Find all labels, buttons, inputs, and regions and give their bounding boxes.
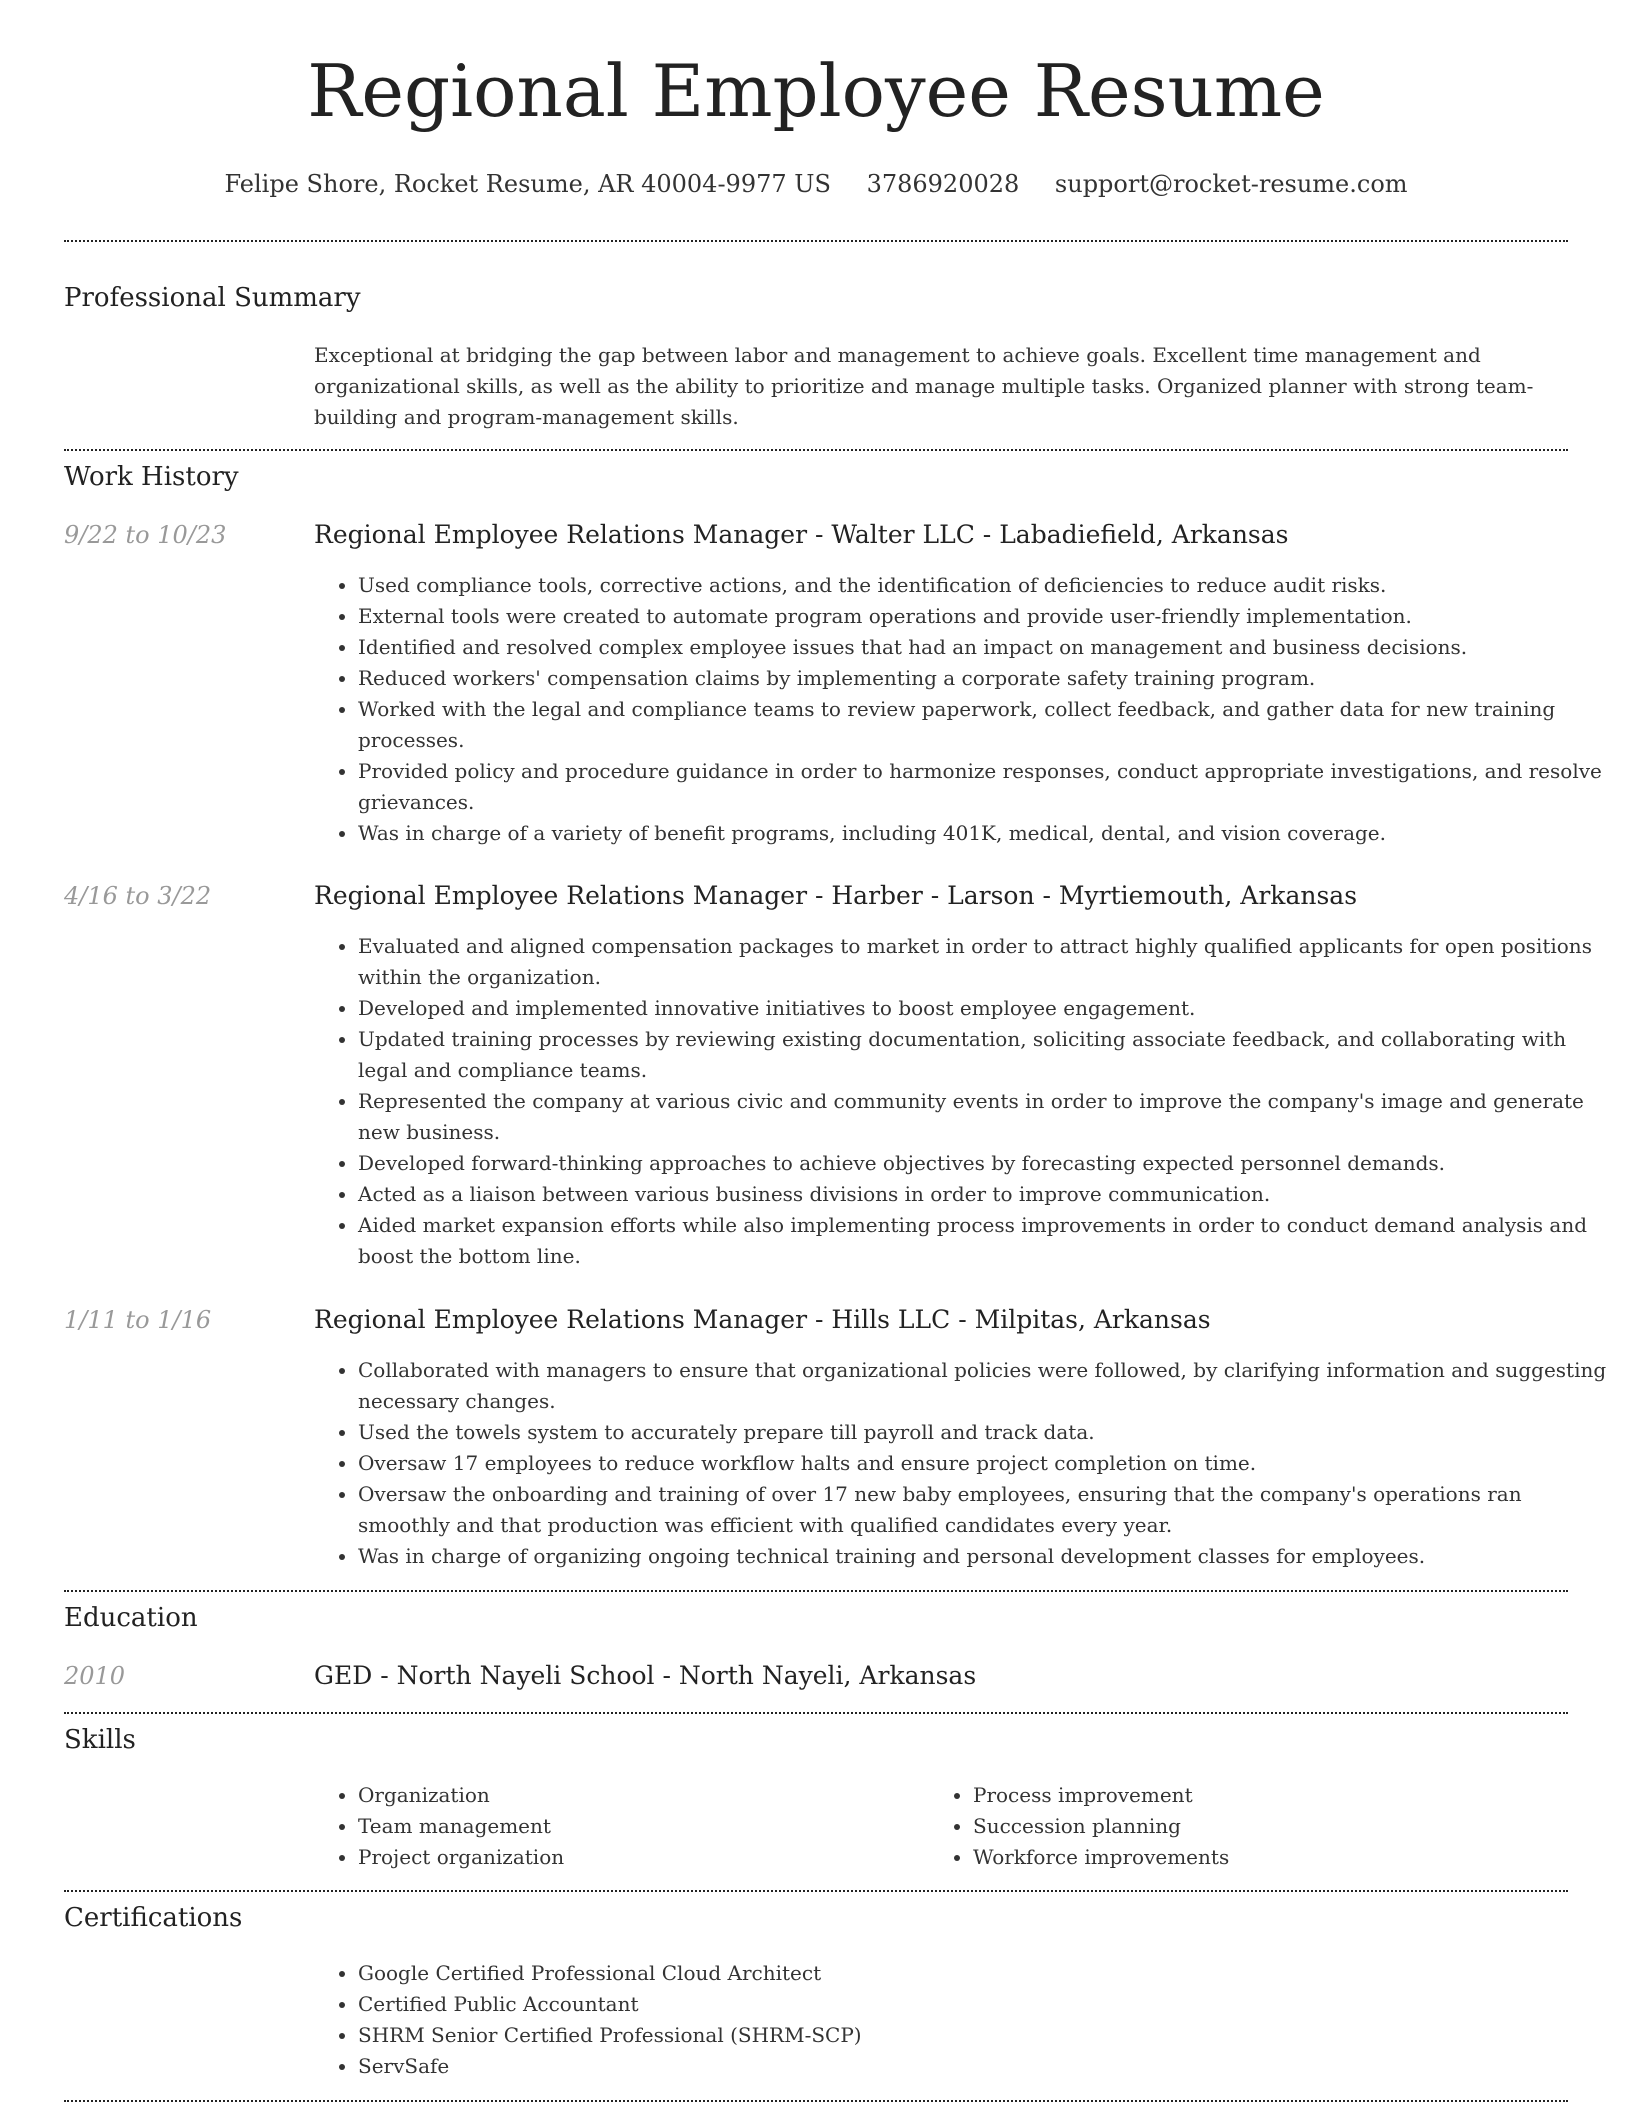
list-item: • SHRM Senior Certified Professional (SHRM-SCP) [358, 2020, 1612, 2051]
list-item: • Evaluated and aligned compensation packages to market in order to attract highly qualified applicants for open positions within the organization. [358, 931, 1612, 993]
list-item: • Worked with the legal and compliance teams to review paperwork, collect feedback, and gather data for new training processes. [358, 694, 1612, 756]
divider [64, 1590, 1568, 1592]
list-item: • Reduced workers' compensation claims by implementing a corporate safety training program. [358, 663, 1612, 694]
list-item: • Developed forward-thinking approaches to achieve objectives by forecasting expected personnel demands. [358, 1148, 1612, 1179]
list-item: • Certified Public Accountant [358, 1989, 1612, 2020]
job-bullets [314, 570, 1612, 849]
list-item: • Acted as a liaison between various business divisions in order to improve communication. [358, 1179, 1612, 1210]
list-item: • Oversaw the onboarding and training of over 17 new baby employees, ensuring that the company's operations ran smoothly and that production was efficient with qualified candidates every year. [358, 1479, 1612, 1541]
list-item: • Team management [358, 1811, 918, 1842]
contact-address: Felipe Shore, Rocket Resume, AR 40004-9977 US [224, 170, 831, 198]
contact-line [0, 170, 1632, 198]
summary-text: Exceptional at bridging the gap between labor and management to achieve goals. Excellent time management and organizational skills, as well as the ability to prioritize and manage multiple tasks. Organized planner with strong team-building and program-management skills. [314, 343, 1534, 429]
divider [64, 1712, 1568, 1714]
list-item: • Collaborated with managers to ensure that organizational policies were followed, by clarifying information and suggesting necessary changes. [358, 1355, 1612, 1417]
skills-heading: Skills [64, 1725, 136, 1755]
list-item: • Represented the company at various civic and community events in order to improve the company's image and generate new business. [358, 1086, 1612, 1148]
divider [64, 2100, 1568, 2102]
list-item: • Aided market expansion efforts while also implementing process improvements in order to conduct demand analysis and boost the bottom line. [358, 1210, 1612, 1272]
job-bullets [314, 931, 1612, 1272]
job-title: Regional Employee Relations Manager - Harber - Larson - Myrtiemouth, Arkansas [314, 881, 1358, 910]
certifications-list [314, 1958, 1612, 2082]
list-item: • ServSafe [358, 2051, 1612, 2082]
skills-list-left [314, 1780, 918, 1873]
job-bullets [314, 1355, 1612, 1572]
job-title: Regional Employee Relations Manager - Walter LLC - Labadiefield, Arkansas [314, 520, 1289, 549]
contact-email: support@rocket-resume.com [1054, 170, 1408, 198]
list-item: • Workforce improvements [973, 1842, 1533, 1873]
list-item: • Project organization [358, 1842, 918, 1873]
list-item: • Developed and implemented innovative initiatives to boost employee engagement. [358, 993, 1612, 1024]
job-dates: 9/22 to 10/23 [64, 521, 227, 549]
list-item: • Used the towels system to accurately prepare till payroll and track data. [358, 1417, 1612, 1448]
list-item: • Google Certified Professional Cloud Architect [358, 1958, 1612, 1989]
list-item: • Identified and resolved complex employee issues that had an impact on management and business decisions. [358, 632, 1612, 663]
list-item: • Oversaw 17 employees to reduce workflow halts and ensure project completion on time. [358, 1448, 1612, 1479]
divider [64, 240, 1568, 242]
list-item: • Was in charge of a variety of benefit programs, including 401K, medical, dental, and vision coverage. [358, 818, 1612, 849]
work-heading: Work History [64, 462, 239, 492]
resume-title: Regional Employee Resume [307, 49, 1325, 133]
list-item: • Used compliance tools, corrective actions, and the identification of deficiencies to reduce audit risks. [358, 570, 1612, 601]
list-item: • Succession planning [973, 1811, 1533, 1842]
education-entry: GED - North Nayeli School - North Nayeli, Arkansas [314, 1661, 977, 1690]
list-item: • Updated training processes by reviewing existing documentation, soliciting associate feedback, and collaborating with legal and compliance teams. [358, 1024, 1612, 1086]
job-title: Regional Employee Relations Manager - Hills LLC - Milpitas, Arkansas [314, 1305, 1211, 1334]
contact-phone: 3786920028 [866, 170, 1020, 198]
divider [64, 449, 1568, 451]
job-dates: 1/11 to 1/16 [64, 1306, 212, 1334]
list-item: • External tools were created to automate program operations and provide user-friendly implementation. [358, 601, 1612, 632]
divider [64, 1890, 1568, 1892]
education-year: 2010 [64, 1662, 126, 1690]
list-item: • Process improvement [973, 1780, 1533, 1811]
education-heading: Education [64, 1603, 198, 1633]
list-item: • Was in charge of organizing ongoing technical training and personal development classes for employees. [358, 1541, 1612, 1572]
certifications-heading: Certifications [64, 1903, 243, 1933]
skills-list-right [929, 1780, 1533, 1873]
summary-heading: Professional Summary [64, 283, 361, 313]
job-dates: 4/16 to 3/22 [64, 882, 212, 910]
list-item: • Organization [358, 1780, 918, 1811]
list-item: • Provided policy and procedure guidance in order to harmonize responses, conduct appropriate investigations, and resolve grievances. [358, 756, 1612, 818]
